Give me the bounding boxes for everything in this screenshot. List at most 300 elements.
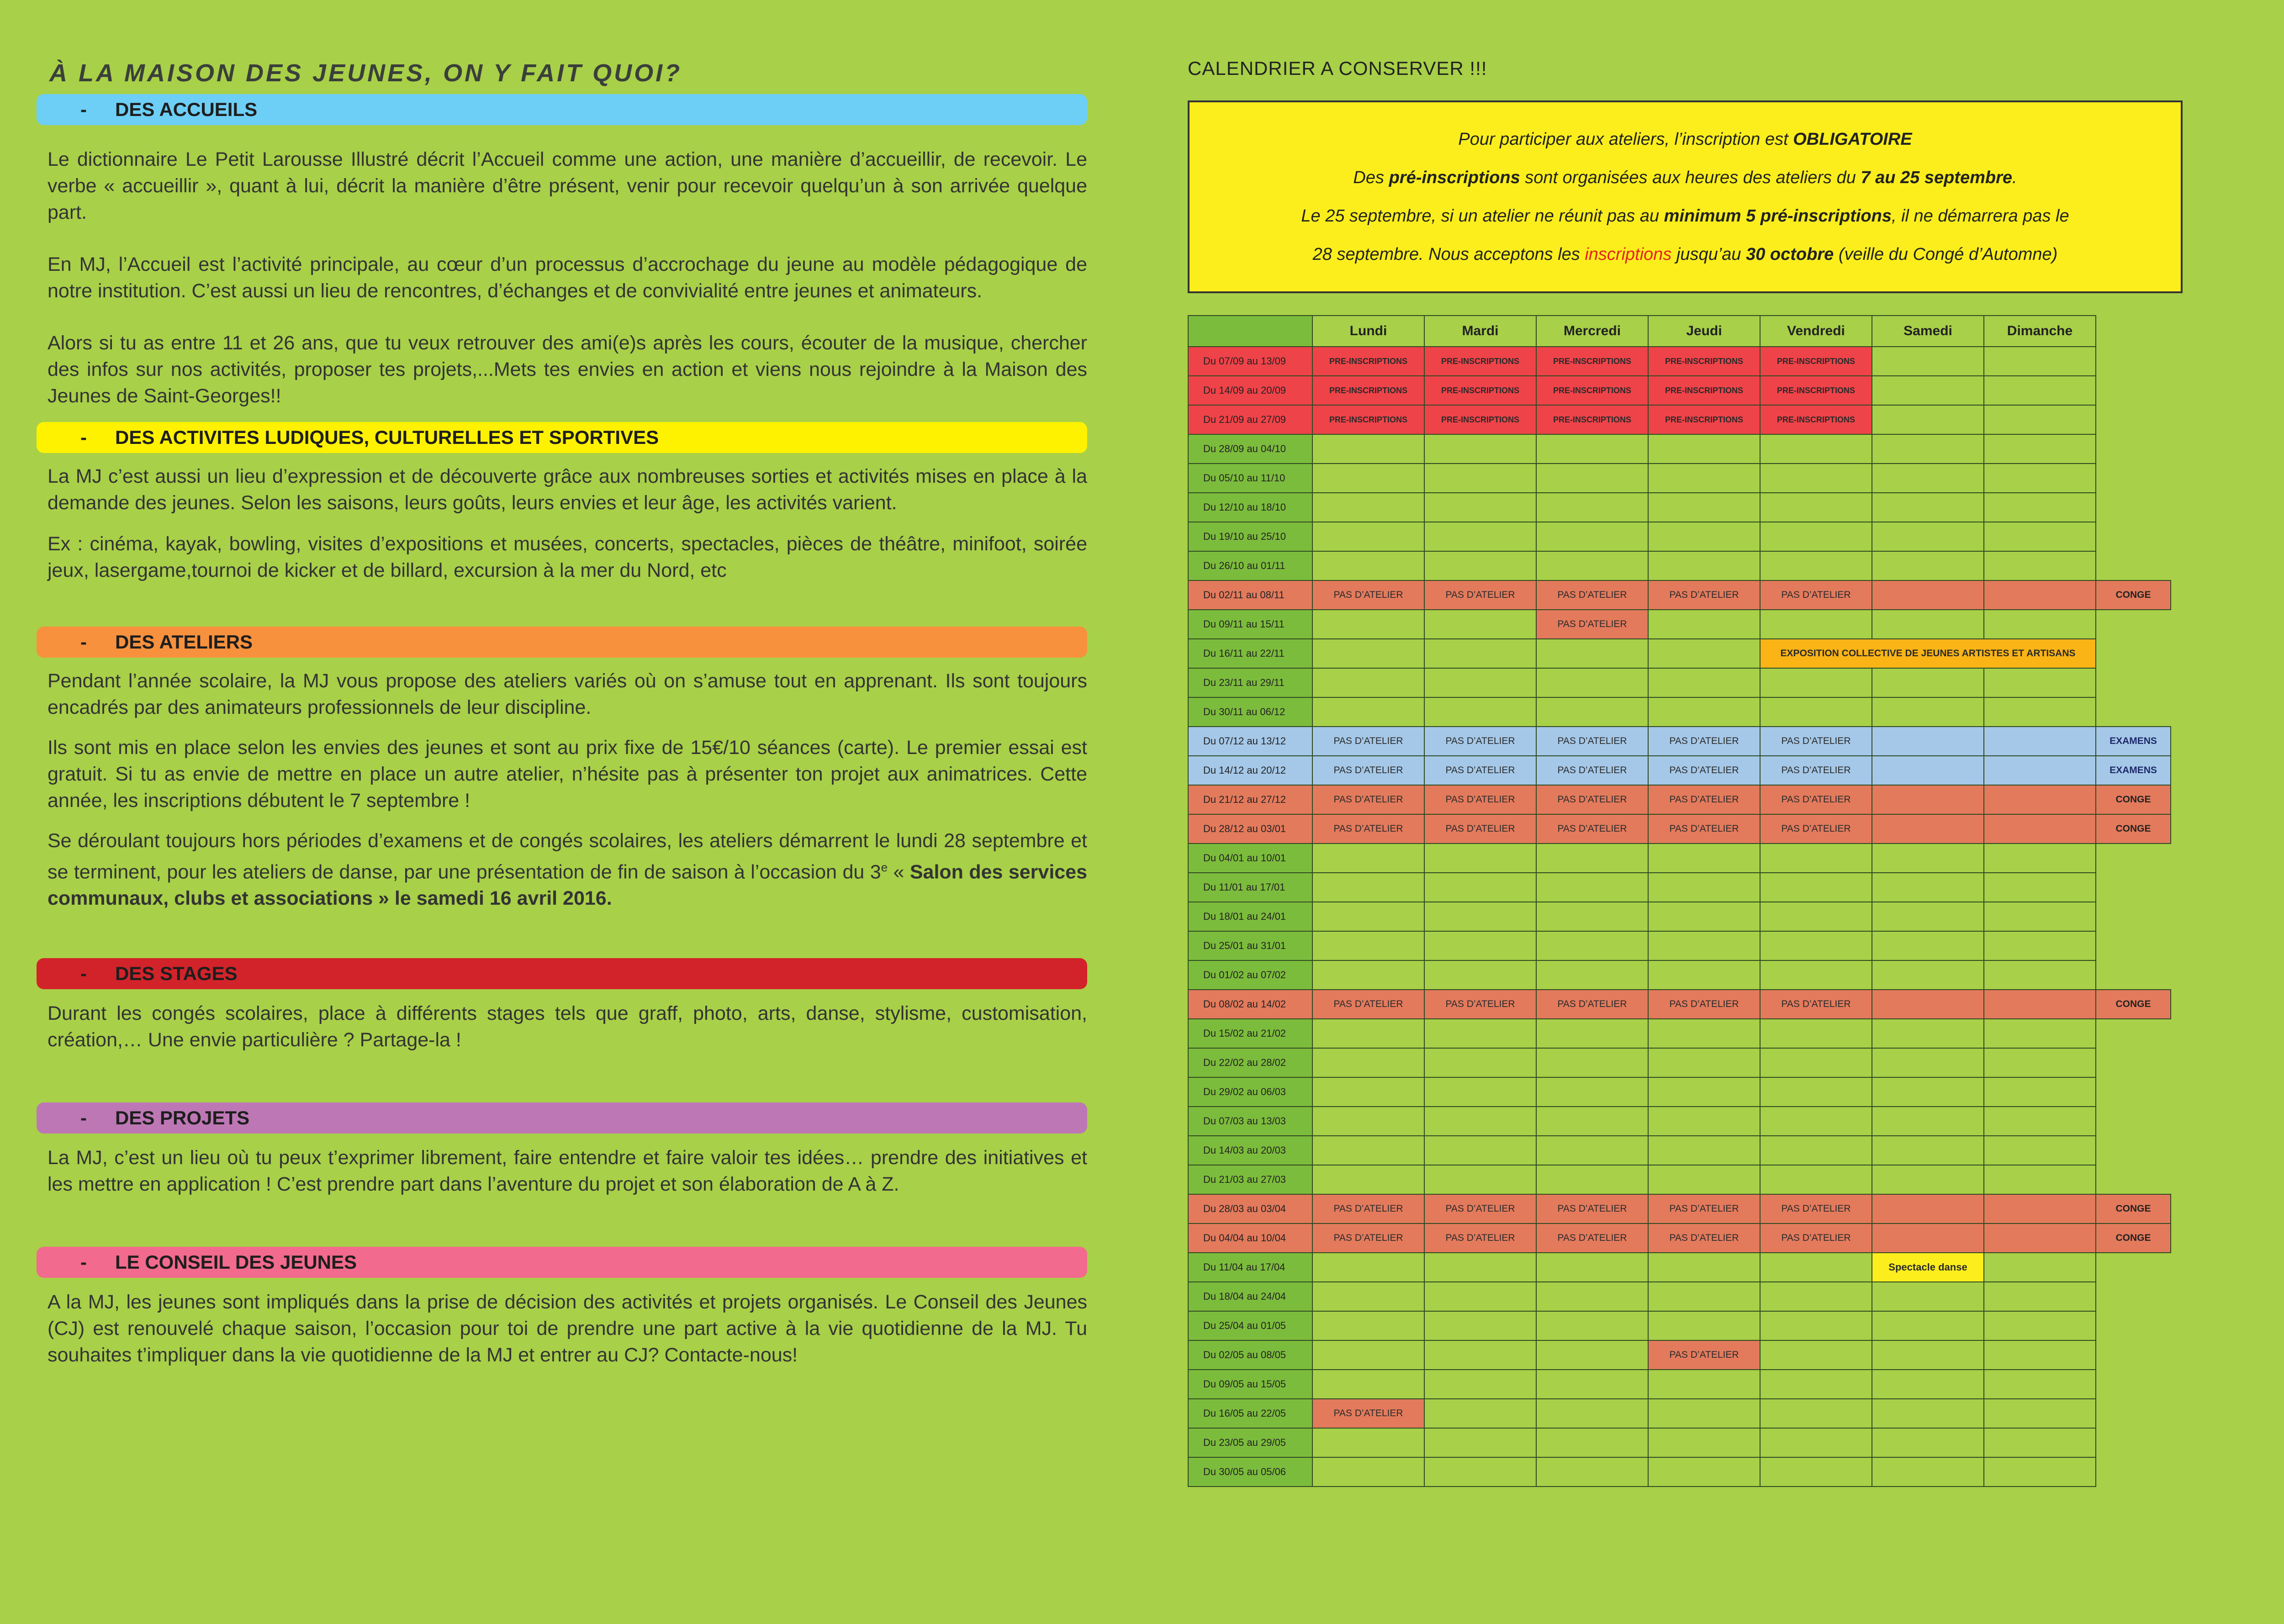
- day-cell: PAS D’ATELIER: [1312, 1194, 1424, 1223]
- day-cell: [1872, 1107, 1984, 1136]
- day-cell: [1984, 1399, 2096, 1428]
- note-cell: [2096, 610, 2171, 639]
- day-cell: PAS D’ATELIER: [1424, 727, 1536, 756]
- calendar-row: [1188, 1311, 2171, 1340]
- paragraph: Ex : cinéma, kayak, bowling, visites d’expositions et musées, concerts, spectacles, pièces de théâtre, minifoot, soirée jeux, lasergame,tournoi de kicker et de billard, excursion à la mer du Nord, etc: [48, 533, 1087, 581]
- day-cell: [1984, 1194, 2096, 1223]
- day-cell: [1872, 405, 1984, 434]
- calendar-header-row: [1188, 316, 2171, 347]
- calendar-row: [1188, 464, 2171, 493]
- day-cell: [1984, 610, 2096, 639]
- day-cell: [1536, 1457, 1648, 1487]
- day-cell: [1536, 1165, 1648, 1194]
- info-bold: minimum 5 pré-inscriptions: [1664, 206, 1892, 226]
- day-cell: PAS D’ATELIER: [1424, 990, 1536, 1019]
- day-cell: PAS D’ATELIER: [1312, 727, 1424, 756]
- day-cell: [1984, 405, 2096, 434]
- header-day: Vendredi: [1760, 316, 1872, 347]
- week-date: Du 18/04 au 24/04: [1188, 1282, 1312, 1311]
- info-line: [1313, 241, 2058, 268]
- week-date: Du 02/05 au 08/05: [1188, 1340, 1312, 1370]
- day-cell: [1984, 1019, 2096, 1048]
- day-cell: [1536, 1340, 1648, 1370]
- salon-bold-text: Salon des services communaux, clubs et associations » le samedi 16 avril 2016.: [48, 861, 1088, 910]
- note-cell: [2096, 1370, 2171, 1399]
- day-cell: [1424, 1107, 1536, 1136]
- info-text: Le 25 septembre, si un atelier ne réunit pas au: [1301, 206, 1664, 226]
- day-cell: [1872, 1282, 1984, 1311]
- day-cell: PAS D’ATELIER: [1760, 756, 1872, 785]
- day-cell: [1872, 580, 1984, 610]
- day-cell: [1536, 873, 1648, 902]
- week-date: Du 07/12 au 13/12: [1188, 727, 1312, 756]
- week-date: Du 15/02 au 21/02: [1188, 1019, 1312, 1048]
- note-cell: [2096, 1165, 2171, 1194]
- day-cell: [1536, 1282, 1648, 1311]
- day-cell: [1872, 1077, 1984, 1107]
- calendar-row: [1188, 1340, 2171, 1370]
- day-cell: [1760, 522, 1872, 551]
- day-cell: [1648, 1165, 1760, 1194]
- day-cell: [1760, 464, 1872, 493]
- calendar-row: [1188, 639, 2171, 668]
- day-cell: [1984, 990, 2096, 1019]
- bullet-dash: -: [80, 963, 87, 985]
- day-cell: [1872, 756, 1984, 785]
- day-cell: PAS D’ATELIER: [1648, 1340, 1760, 1370]
- day-cell: [1648, 1399, 1760, 1428]
- day-cell: [1424, 1077, 1536, 1107]
- day-cell: [1536, 493, 1648, 522]
- day-cell: [1872, 1370, 1984, 1399]
- calendar-row: [1188, 493, 2171, 522]
- day-cell: [1872, 1428, 1984, 1457]
- day-cell: [1760, 1165, 1872, 1194]
- day-cell: [1872, 1136, 1984, 1165]
- day-cell: [1984, 1223, 2096, 1253]
- day-cell: [1872, 347, 1984, 376]
- day-cell: [1984, 727, 2096, 756]
- day-cell: [1984, 785, 2096, 814]
- day-cell: PRE-INSCRIPTIONS: [1760, 347, 1872, 376]
- day-cell: [1312, 1428, 1424, 1457]
- day-cell: PAS D’ATELIER: [1424, 814, 1536, 844]
- day-cell: [1872, 1194, 1984, 1223]
- day-cell: [1424, 960, 1536, 990]
- day-cell: [1648, 1019, 1760, 1048]
- note-cell: [2096, 1019, 2171, 1048]
- quote-open: «: [888, 861, 910, 883]
- day-cell: [1536, 668, 1648, 697]
- day-cell: [1984, 1282, 2096, 1311]
- day-cell: [1424, 1165, 1536, 1194]
- day-cell: [1872, 1223, 1984, 1253]
- day-cell: [1312, 1311, 1424, 1340]
- week-date: Du 25/01 au 31/01: [1188, 931, 1312, 960]
- note-cell: EXAMENS: [2096, 727, 2171, 756]
- day-cell: [1984, 522, 2096, 551]
- day-cell: [1872, 727, 1984, 756]
- calendar-row: [1188, 727, 2171, 756]
- calendar-row: [1188, 873, 2171, 902]
- paragraph: Ils sont mis en place selon les envies des jeunes et sont au prix fixe de 15€/10 séances (carte). Le premier essai est gratuit. Si tu as envie de mettre en place un autre atelier, n’hésite pas à présenter ton projet aux animatrices. Cette année, les inscriptions débutent le 7 septembre !: [48, 737, 1087, 812]
- day-cell: [1872, 902, 1984, 931]
- paragraph: Alors si tu as entre 11 et 26 ans, que tu veux retrouver des ami(e)s après les cours, écouter de la musique, chercher des infos sur nos activités, proposer tes projets,...Mets tes envies en action et viens nous rejoindre à la Maison des Jeunes de Saint-Georges!!: [48, 332, 1087, 407]
- calendar-row: [1188, 1136, 2171, 1165]
- day-cell: [1648, 1107, 1760, 1136]
- note-cell: CONGE: [2096, 785, 2171, 814]
- week-date: Du 07/03 au 13/03: [1188, 1107, 1312, 1136]
- day-cell: [1424, 1340, 1536, 1370]
- day-cell: [1648, 931, 1760, 960]
- day-cell: [1424, 1370, 1536, 1399]
- day-cell: [1872, 434, 1984, 464]
- day-cell: PAS D’ATELIER: [1536, 756, 1648, 785]
- week-date: Du 19/10 au 25/10: [1188, 522, 1312, 551]
- day-cell: [1648, 1370, 1760, 1399]
- day-cell: [1424, 873, 1536, 902]
- day-cell: PRE-INSCRIPTIONS: [1424, 405, 1536, 434]
- info-text: 28 septembre. Nous acceptons les: [1312, 245, 1585, 264]
- day-cell: [1312, 1107, 1424, 1136]
- note-cell: [2096, 464, 2171, 493]
- day-cell: [1536, 960, 1648, 990]
- day-cell: [1984, 1340, 2096, 1370]
- week-date: Du 28/03 au 03/04: [1188, 1194, 1312, 1223]
- day-cell: PAS D’ATELIER: [1648, 727, 1760, 756]
- day-cell: PAS D’ATELIER: [1536, 990, 1648, 1019]
- week-date: Du 18/01 au 24/01: [1188, 902, 1312, 931]
- day-cell: [1312, 1077, 1424, 1107]
- day-cell: [1424, 464, 1536, 493]
- day-cell: [1984, 697, 2096, 727]
- day-cell: [1424, 1282, 1536, 1311]
- day-cell: [1648, 873, 1760, 902]
- day-cell: [1536, 1048, 1648, 1077]
- day-cell: PAS D’ATELIER: [1760, 1223, 1872, 1253]
- day-cell: [1312, 1136, 1424, 1165]
- day-cell: [1984, 756, 2096, 785]
- note-cell: EXAMENS: [2096, 756, 2171, 785]
- day-cell: [1760, 493, 1872, 522]
- section-bar-projets: [37, 1102, 1087, 1134]
- day-cell: [1984, 960, 2096, 990]
- day-cell: [1760, 1370, 1872, 1399]
- calendar-row: [1188, 1048, 2171, 1077]
- note-cell: [2096, 1311, 2171, 1340]
- day-cell: [1760, 1048, 1872, 1077]
- week-date: Du 11/01 au 17/01: [1188, 873, 1312, 902]
- day-cell: [1648, 1048, 1760, 1077]
- day-cell: PRE-INSCRIPTIONS: [1312, 347, 1424, 376]
- day-cell: [1984, 814, 2096, 844]
- section-bar-accueils: [37, 94, 1087, 125]
- day-cell: [1984, 931, 2096, 960]
- week-date: Du 14/09 au 20/09: [1188, 376, 1312, 405]
- day-cell: [1424, 1136, 1536, 1165]
- day-cell: PRE-INSCRIPTIONS: [1760, 405, 1872, 434]
- day-cell: [1984, 493, 2096, 522]
- day-cell: [1872, 464, 1984, 493]
- day-cell: PAS D’ATELIER: [1424, 1194, 1536, 1223]
- week-date: Du 14/03 au 20/03: [1188, 1136, 1312, 1165]
- day-cell: [1984, 551, 2096, 580]
- calendar-row: [1188, 1399, 2171, 1428]
- bullet-dash: -: [80, 99, 87, 120]
- day-cell: [1648, 464, 1760, 493]
- calendar-row: [1188, 931, 2171, 960]
- day-cell: [1984, 1311, 2096, 1340]
- day-cell: [1312, 668, 1424, 697]
- day-cell: [1760, 1136, 1872, 1165]
- day-cell: PAS D’ATELIER: [1760, 727, 1872, 756]
- section-heading: DES ACCUEILS: [115, 99, 258, 120]
- day-cell: [1536, 522, 1648, 551]
- day-cell: [1984, 347, 2096, 376]
- day-cell: PAS D’ATELIER: [1760, 785, 1872, 814]
- day-cell: [1760, 902, 1872, 931]
- day-cell: [1872, 1019, 1984, 1048]
- note-cell: [2096, 493, 2171, 522]
- day-cell: [1648, 522, 1760, 551]
- calendar-row: [1188, 990, 2171, 1019]
- day-cell: [1312, 551, 1424, 580]
- paragraph: La MJ, c’est un lieu où tu peux t’exprimer librement, faire entendre et faire valoir tes idées… prendre des initiatives et les mettre en application ! C’est prendre part dans l’aventure du projet et son élaboration de A à Z.: [48, 1147, 1087, 1196]
- header-corner: [1188, 316, 1312, 347]
- calendar-row: [1188, 756, 2171, 785]
- day-cell: [1760, 1019, 1872, 1048]
- section-bar-activites: [37, 422, 1087, 453]
- week-date: Du 05/10 au 11/10: [1188, 464, 1312, 493]
- page-title: À LA MAISON DES JEUNES, ON Y FAIT QUOI?: [49, 59, 682, 87]
- day-cell: PRE-INSCRIPTIONS: [1536, 376, 1648, 405]
- day-cell: PAS D’ATELIER: [1648, 1194, 1760, 1223]
- day-cell: [1536, 464, 1648, 493]
- spectacle-event: Spectacle danse: [1872, 1253, 1984, 1282]
- day-cell: PAS D’ATELIER: [1536, 1194, 1648, 1223]
- week-date: Du 08/02 au 14/02: [1188, 990, 1312, 1019]
- exposition-event: EXPOSITION COLLECTIVE DE JEUNES ARTISTES ET ARTISANS: [1760, 639, 2096, 668]
- day-cell: [1760, 610, 1872, 639]
- day-cell: PAS D’ATELIER: [1536, 580, 1648, 610]
- calendar-row: [1188, 376, 2171, 405]
- day-cell: PAS D’ATELIER: [1312, 580, 1424, 610]
- info-line: [1458, 126, 1912, 153]
- paragraph-salon: [48, 828, 1087, 912]
- day-cell: [1424, 1311, 1536, 1340]
- day-cell: [1872, 814, 1984, 844]
- day-cell: [1424, 434, 1536, 464]
- week-date: Du 16/05 au 22/05: [1188, 1399, 1312, 1428]
- section-heading: DES STAGES: [115, 963, 238, 985]
- day-cell: [1760, 1107, 1872, 1136]
- note-cell: [2096, 960, 2171, 990]
- registration-info-box: [1188, 100, 2183, 293]
- day-cell: [1760, 844, 1872, 873]
- day-cell: [1872, 376, 1984, 405]
- day-cell: [1312, 1370, 1424, 1399]
- day-cell: [1648, 1253, 1760, 1282]
- note-column-header: [2096, 316, 2171, 347]
- header-day: Jeudi: [1648, 316, 1760, 347]
- day-cell: PRE-INSCRIPTIONS: [1312, 376, 1424, 405]
- day-cell: [1872, 1399, 1984, 1428]
- note-cell: [2096, 1399, 2171, 1428]
- day-cell: [1984, 434, 2096, 464]
- note-cell: [2096, 639, 2171, 668]
- day-cell: [1536, 697, 1648, 727]
- day-cell: PAS D’ATELIER: [1536, 1223, 1648, 1253]
- note-cell: [2096, 1340, 2171, 1370]
- day-cell: PRE-INSCRIPTIONS: [1536, 347, 1648, 376]
- note-cell: [2096, 844, 2171, 873]
- section-heading: LE CONSEIL DES JEUNES: [115, 1251, 357, 1273]
- day-cell: [1984, 668, 2096, 697]
- day-cell: [1984, 1370, 2096, 1399]
- note-cell: CONGE: [2096, 1194, 2171, 1223]
- week-date: Du 28/12 au 03/01: [1188, 814, 1312, 844]
- day-cell: [1424, 1428, 1536, 1457]
- day-cell: [1536, 1399, 1648, 1428]
- day-cell: PAS D’ATELIER: [1424, 580, 1536, 610]
- day-cell: [1648, 639, 1760, 668]
- header-day: Samedi: [1872, 316, 1984, 347]
- info-text: sont organisées aux heures des ateliers du: [1520, 168, 1861, 187]
- section-bar-conseil: [37, 1247, 1087, 1278]
- day-cell: PRE-INSCRIPTIONS: [1648, 405, 1760, 434]
- section-bar-stages: [37, 958, 1087, 989]
- calendar-row: [1188, 844, 2171, 873]
- day-cell: [1312, 434, 1424, 464]
- day-cell: [1760, 1077, 1872, 1107]
- calendar-title: CALENDRIER A CONSERVER !!!: [1188, 58, 1487, 79]
- day-cell: [1312, 522, 1424, 551]
- week-date: Du 23/11 au 29/11: [1188, 668, 1312, 697]
- bullet-dash: -: [80, 631, 87, 653]
- note-cell: CONGE: [2096, 1223, 2171, 1253]
- note-cell: [2096, 376, 2171, 405]
- day-cell: PAS D’ATELIER: [1312, 756, 1424, 785]
- day-cell: [1424, 844, 1536, 873]
- day-cell: [1872, 960, 1984, 990]
- info-text: (veille du Congé d’Automne): [1834, 245, 2058, 264]
- note-cell: [2096, 931, 2171, 960]
- day-cell: [1536, 902, 1648, 931]
- day-cell: PAS D’ATELIER: [1312, 1223, 1424, 1253]
- day-cell: [1312, 639, 1424, 668]
- note-cell: [2096, 1136, 2171, 1165]
- calendar-row: [1188, 1457, 2171, 1487]
- note-cell: [2096, 1457, 2171, 1487]
- day-cell: [1984, 902, 2096, 931]
- day-cell: [1424, 931, 1536, 960]
- day-cell: [1872, 1457, 1984, 1487]
- calendar-row: [1188, 902, 2171, 931]
- note-cell: [2096, 434, 2171, 464]
- info-bold: 30 octobre: [1746, 245, 1834, 264]
- day-cell: [1312, 493, 1424, 522]
- bullet-dash: -: [80, 427, 87, 448]
- day-cell: [1536, 434, 1648, 464]
- week-date: Du 07/09 au 13/09: [1188, 347, 1312, 376]
- day-cell: PRE-INSCRIPTIONS: [1648, 347, 1760, 376]
- day-cell: PAS D’ATELIER: [1648, 756, 1760, 785]
- day-cell: [1536, 931, 1648, 960]
- day-cell: PAS D’ATELIER: [1312, 1399, 1424, 1428]
- calendar-row: [1188, 522, 2171, 551]
- day-cell: [1648, 1457, 1760, 1487]
- calendar-row: [1188, 668, 2171, 697]
- calendar-row: [1188, 1282, 2171, 1311]
- calendar-row: [1188, 1370, 2171, 1399]
- day-cell: [1312, 1457, 1424, 1487]
- day-cell: PAS D’ATELIER: [1648, 785, 1760, 814]
- day-cell: [1312, 464, 1424, 493]
- day-cell: PRE-INSCRIPTIONS: [1760, 376, 1872, 405]
- day-cell: [1984, 376, 2096, 405]
- day-cell: [1648, 902, 1760, 931]
- day-cell: [1872, 1048, 1984, 1077]
- header-day: Dimanche: [1984, 316, 2096, 347]
- day-cell: PAS D’ATELIER: [1760, 990, 1872, 1019]
- day-cell: [1312, 1019, 1424, 1048]
- calendar-row: [1188, 405, 2171, 434]
- calendar-row: [1188, 434, 2171, 464]
- day-cell: PAS D’ATELIER: [1424, 756, 1536, 785]
- week-date: Du 14/12 au 20/12: [1188, 756, 1312, 785]
- calendar-row: [1188, 960, 2171, 990]
- paragraph: A la MJ, les jeunes sont impliqués dans la prise de décision des activités et projets organisés. Le Conseil des Jeunes (CJ) est renouvelé chaque saison, l’occasion pour toi de prendre une part active à la vie quotidienne de la MJ. Tu souhaites t’impliquer dans la vie quotidienne de la MJ et entrer au CJ? Contacte-nous!: [48, 1291, 1087, 1366]
- info-text: jusqu’au: [1671, 245, 1746, 264]
- day-cell: [1312, 931, 1424, 960]
- day-cell: [1536, 1136, 1648, 1165]
- day-cell: [1872, 493, 1984, 522]
- paragraph: La MJ c’est aussi un lieu d’expression et de découverte grâce aux nombreuses sorties et activités mises en place à la demande des jeunes. Selon les saisons, leurs goûts, leurs envies et leur âge, les activités varient.: [48, 465, 1087, 514]
- note-cell: [2096, 1282, 2171, 1311]
- day-cell: [1536, 1253, 1648, 1282]
- week-date: Du 25/04 au 01/05: [1188, 1311, 1312, 1340]
- day-cell: [1760, 697, 1872, 727]
- day-cell: PRE-INSCRIPTIONS: [1536, 405, 1648, 434]
- day-cell: [1536, 1107, 1648, 1136]
- day-cell: [1984, 1253, 2096, 1282]
- day-cell: [1312, 902, 1424, 931]
- info-red-text: inscriptions: [1585, 245, 1672, 264]
- day-cell: [1312, 697, 1424, 727]
- calendar-row: [1188, 1253, 2171, 1282]
- day-cell: [1760, 931, 1872, 960]
- day-cell: [1648, 1428, 1760, 1457]
- day-cell: [1648, 434, 1760, 464]
- day-cell: [1648, 1282, 1760, 1311]
- day-cell: PAS D’ATELIER: [1312, 785, 1424, 814]
- day-cell: [1872, 1340, 1984, 1370]
- day-cell: [1984, 1048, 2096, 1077]
- note-cell: [2096, 668, 2171, 697]
- day-cell: [1872, 785, 1984, 814]
- calendar-row: [1188, 580, 2171, 610]
- day-cell: [1984, 1077, 2096, 1107]
- day-cell: [1872, 873, 1984, 902]
- info-bold: pré-inscriptions: [1389, 168, 1520, 187]
- calendar-row: [1188, 1107, 2171, 1136]
- calendar-row: [1188, 1428, 2171, 1457]
- note-cell: [2096, 1107, 2171, 1136]
- paragraph: Pendant l’année scolaire, la MJ vous propose des ateliers variés où on s’amuse tout en apprenant. Ils sont toujours encadrés par des animateurs professionnels de leur discipline.: [48, 670, 1087, 718]
- day-cell: PAS D’ATELIER: [1648, 814, 1760, 844]
- paragraph: Durant les congés scolaires, place à différents stages tels que graff, photo, arts, danse, stylisme, customisation, création,… Une envie particulière ? Partage-la !: [48, 1002, 1087, 1051]
- day-cell: [1648, 1311, 1760, 1340]
